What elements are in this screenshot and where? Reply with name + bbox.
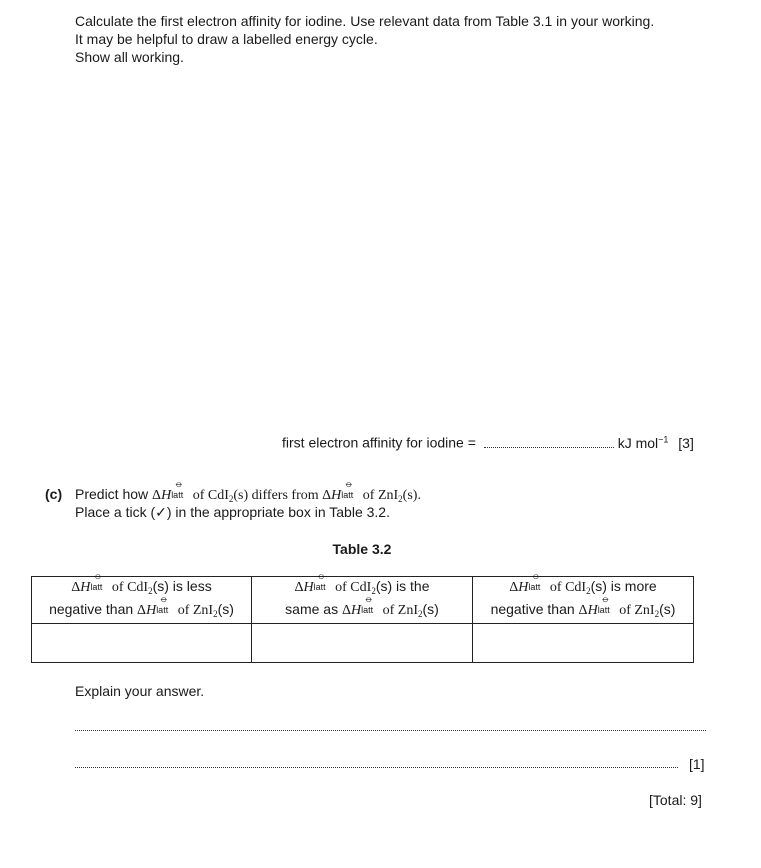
tick-box-more-negative[interactable] (473, 624, 694, 663)
answer-label: first electron affinity for iodine = (282, 434, 476, 451)
tick-box-less-negative[interactable] (32, 624, 252, 663)
table-tick-row (32, 624, 694, 663)
working-area[interactable] (75, 75, 705, 415)
tick-box-same-as[interactable] (252, 624, 473, 663)
question-intro-line-1: Calculate the first electron affinity for iodine. Use relevant data from Table 3.1 in your working. (75, 13, 655, 29)
table-title: Table 3.2 (332, 541, 392, 557)
explain-answer-line-2[interactable] (75, 755, 678, 768)
part-c-instruction: Place a tick (✓) in the appropriate box in Table 3.2. (75, 504, 390, 520)
table-3-2 (31, 570, 694, 663)
table-header-more-negative: ΔH ⦵ latt of CdI$_2$(s) is more negative than ΔH ⦵ latt of ZnI$_2$(s) (473, 577, 694, 624)
explain-label: Explain your answer. (75, 683, 205, 699)
answer-input-dotted-line[interactable] (484, 435, 614, 448)
answer-marks: [3] (678, 434, 694, 451)
table-header-row (32, 577, 694, 624)
part-c-prediction: Predict how ΔH ⦵ latt of CdI$_2$(s) differs from ΔH ⦵ latt of ZnI$_2$(s). (75, 478, 421, 504)
table-header-same-as: ΔH ⦵ latt of CdI$_2$(s) is the same as ΔH ⦵ latt of ZnI$_2$(s) (252, 577, 473, 624)
total-marks: [Total: 9] (649, 792, 702, 808)
question-intro-line-3: Show all working. (75, 49, 184, 65)
table-header-less-negative: ΔH ⦵ latt of CdI$_2$(s) is less negative than ΔH ⦵ latt of ZnI$_2$(s) (32, 577, 252, 624)
explain-answer-line-1[interactable] (75, 718, 706, 731)
answer-line (282, 430, 694, 452)
part-c-letter: (c) (45, 486, 63, 502)
question-intro-line-2: It may be helpful to draw a labelled energy cycle. (75, 31, 378, 47)
answer-unit: kJ mol$^{-1}$ (617, 434, 669, 451)
explain-marks: [1] (689, 756, 705, 772)
